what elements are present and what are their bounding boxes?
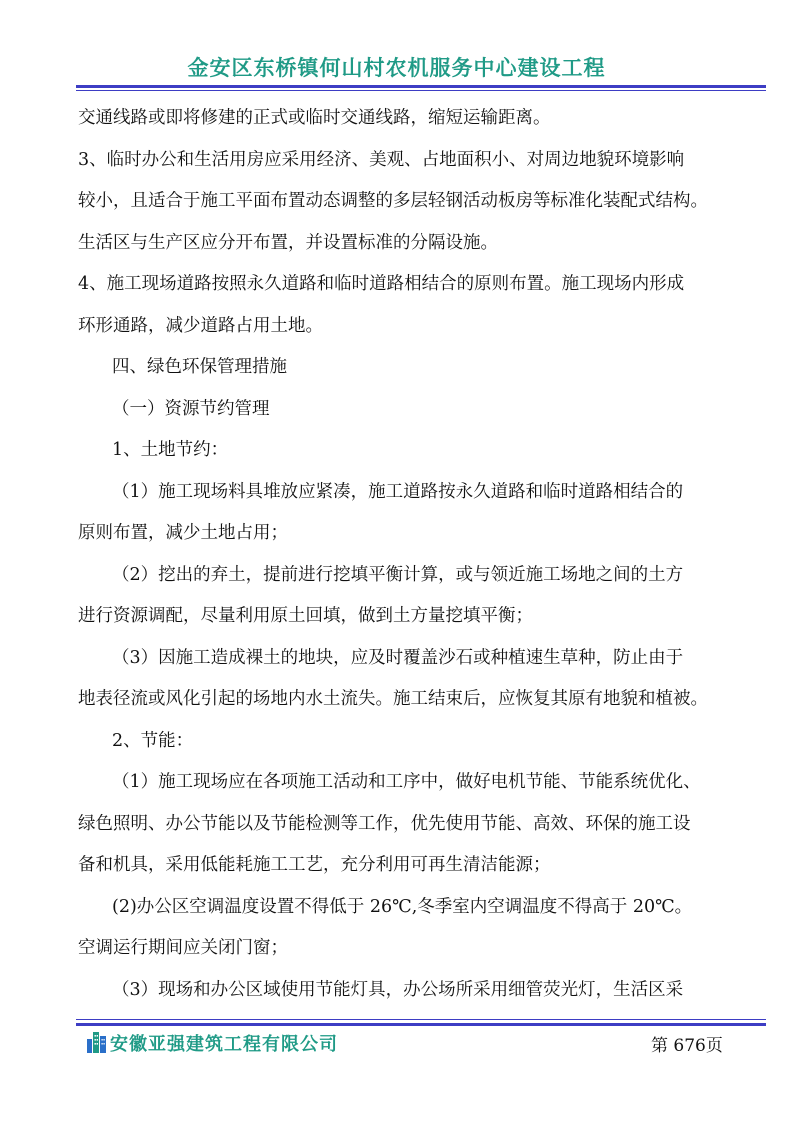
item-heading: 2、节能：	[112, 730, 194, 751]
text-line: （1）施工现场应在各项施工活动和工序中，做好电机节能、节能系统优化、	[112, 772, 701, 792]
text-line: 交通线路或即将修建的正式或临时交通线路，缩短运输距离。	[78, 108, 551, 128]
text-line: 3、临时办公和生活用房应采用经济、美观、占地面积小、对周边地貌环境影响	[78, 149, 685, 170]
company-name: 安徽亚强建筑工程有限公司	[110, 1034, 338, 1055]
text-line: 进行资源调配，尽量利用原土回填，做到土方量挖填平衡；	[78, 606, 533, 626]
building-logo-icon	[86, 1029, 108, 1053]
text-line: 原则布置，减少土地占用；	[78, 523, 288, 543]
footer-rule-thick	[76, 1023, 766, 1026]
text-line: 生活区与生产区应分开布置，并设置标准的分隔设施。	[78, 232, 498, 253]
text-line: （3）因施工造成裸土的地块，应及时覆盖沙石或种植速生草种，防止由于	[112, 647, 684, 668]
text-line: (2)办公区空调温度设置不得低于 26℃,冬季室内空调温度不得高于 20℃。	[112, 896, 693, 917]
section-heading: 四、绿色环保管理措施	[112, 357, 287, 377]
item-heading: 1、土地节约：	[112, 440, 229, 460]
text-line: 4、施工现场道路按照永久道路和临时道路相结合的原则布置。施工现场内形成	[78, 274, 685, 294]
text-line: （3）现场和办公区域使用节能灯具，办公场所采用细管荧光灯，生活区采	[112, 979, 684, 1000]
footer-rule-thin	[76, 1019, 766, 1020]
text-line: 绿色照明、办公节能以及节能检测等工作，优先使用节能、高效、环保的施工设	[78, 813, 691, 834]
text-line: 地表径流或风化引起的场地内水土流失。施工结束后，应恢复其原有地貌和植被。	[78, 689, 708, 709]
text-line: （1）施工现场料具堆放应紧凑，施工道路按永久道路和临时道路相结合的	[112, 481, 684, 502]
text-line: （2）挖出的弃土，提前进行挖填平衡计算，或与领近施工场地之间的土方	[112, 564, 684, 585]
header-rule-thick	[76, 85, 766, 88]
text-line: 较小，且适合于施工平面布置动态调整的多层轻钢活动板房等标准化装配式结构。	[78, 191, 708, 211]
page-number: 第 676页	[651, 1036, 723, 1056]
document-body	[78, 98, 768, 1011]
subsection-heading: （一）资源节约管理	[112, 398, 270, 419]
text-line: 环形通路，减少道路占用土地。	[78, 315, 323, 336]
text-line: 空调运行期间应关闭门窗；	[78, 938, 288, 958]
header-rule-thin	[76, 90, 766, 91]
text-line: 备和机具，采用低能耗施工工艺，充分利用可再生清洁能源；	[78, 855, 551, 875]
document-header-title: 金安区东桥镇何山村农机服务中心建设工程	[187, 56, 606, 80]
